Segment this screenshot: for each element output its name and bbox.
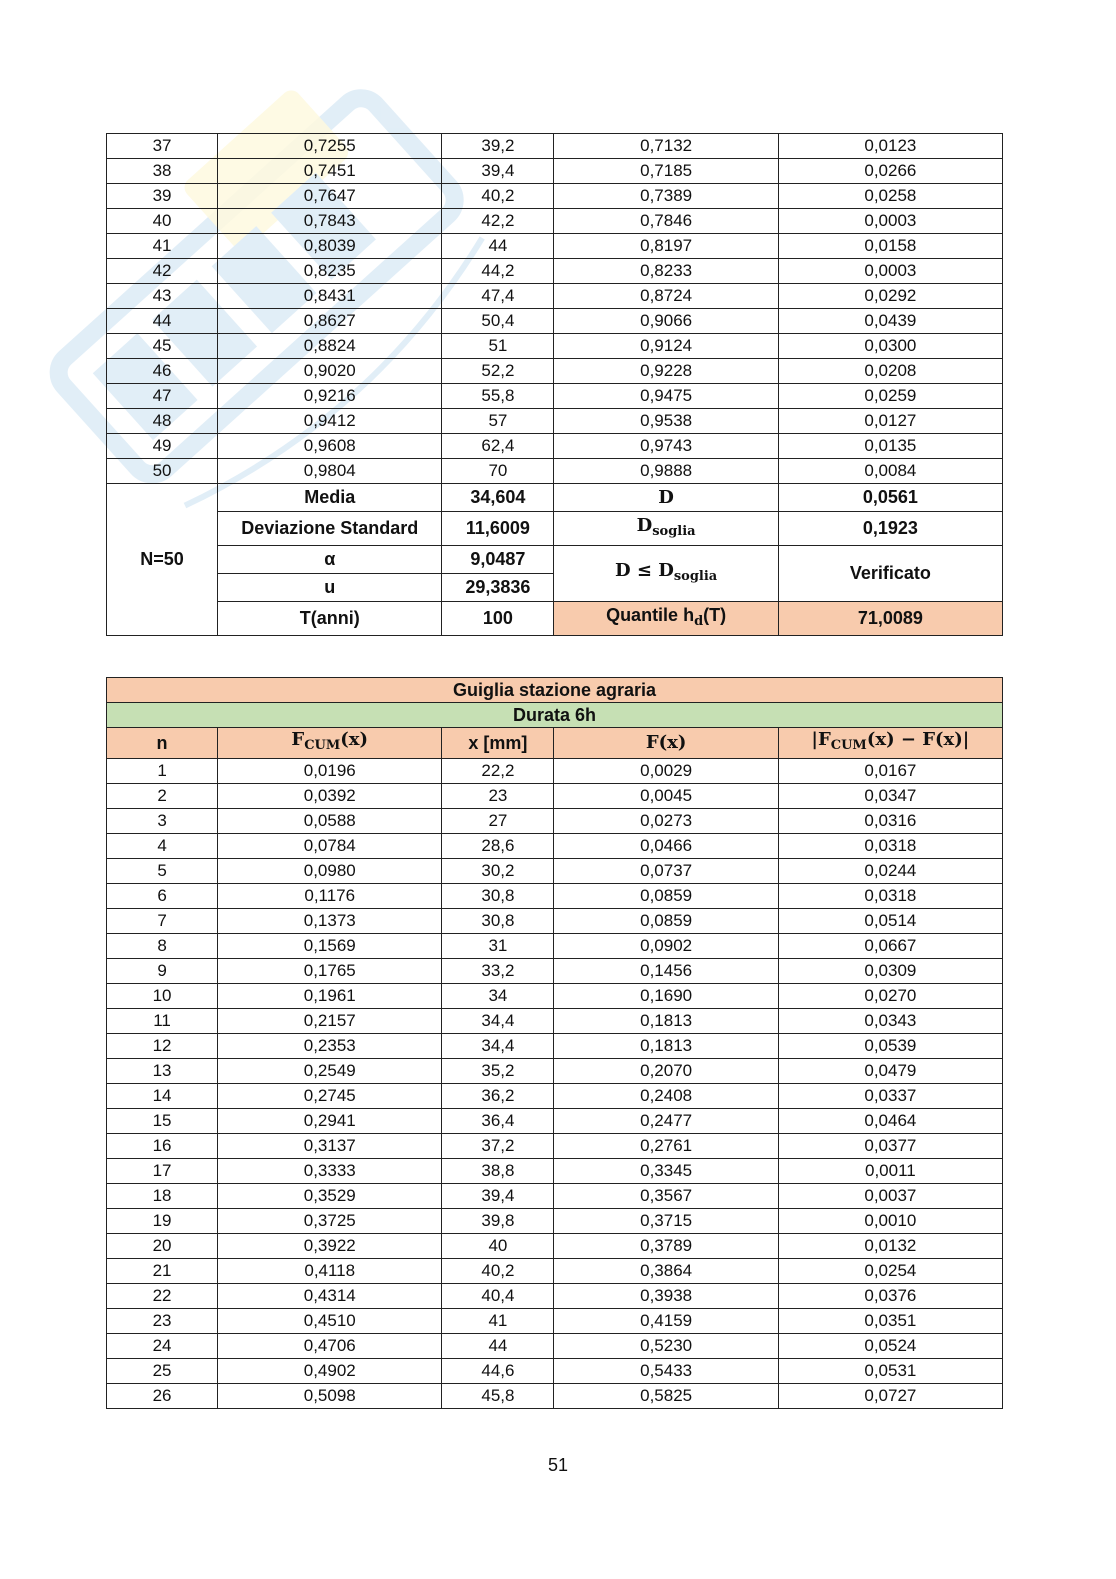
cell-fx: 0,1813 <box>554 1034 778 1059</box>
table-row <box>107 134 1003 159</box>
table-row <box>107 884 1003 909</box>
cell-x: 34 <box>442 984 554 1009</box>
cell-x: 39,4 <box>442 159 554 184</box>
results-table-top <box>106 133 1003 636</box>
table-row <box>107 334 1003 359</box>
return-period-value: 100 <box>442 602 554 636</box>
cell-fx: 0,9228 <box>554 359 778 384</box>
cell-x: 55,8 <box>442 384 554 409</box>
cell-n: 7 <box>107 909 218 934</box>
cell-fx: 0,0859 <box>554 884 778 909</box>
cell-n: 15 <box>107 1109 218 1134</box>
cell-n: 18 <box>107 1184 218 1209</box>
cell-x: 36,2 <box>442 1084 554 1109</box>
cell-x: 28,6 <box>442 834 554 859</box>
cell-x: 35,2 <box>442 1059 554 1084</box>
cell-x: 44 <box>442 1334 554 1359</box>
cell-diff: 0,0727 <box>778 1384 1002 1409</box>
cell-x: 27 <box>442 809 554 834</box>
cell-fx: 0,7846 <box>554 209 778 234</box>
cell-x: 36,4 <box>442 1109 554 1134</box>
table-row <box>107 1184 1003 1209</box>
cell-x: 52,2 <box>442 359 554 384</box>
alpha-value: 9,0487 <box>442 546 554 574</box>
cell-diff: 0,0258 <box>778 184 1002 209</box>
cell-x: 30,2 <box>442 859 554 884</box>
cell-diff: 0,0270 <box>778 984 1002 1009</box>
sample-size: N=50 <box>107 484 218 636</box>
cell-x: 30,8 <box>442 884 554 909</box>
station-title: Guiglia stazione agraria <box>107 678 1003 703</box>
cell-fx: 0,2761 <box>554 1134 778 1159</box>
cell-diff: 0,0292 <box>778 284 1002 309</box>
cell-x: 40,2 <box>442 184 554 209</box>
cell-fcum: 0,2353 <box>218 1034 442 1059</box>
cell-fx: 0,0466 <box>554 834 778 859</box>
cell-n: 38 <box>107 159 218 184</box>
table2-header <box>107 678 1003 759</box>
cell-x: 37,2 <box>442 1134 554 1159</box>
media-label: Media <box>218 484 442 512</box>
cell-fx: 0,5433 <box>554 1359 778 1384</box>
table2-body <box>107 759 1003 1409</box>
cell-fcum: 0,1765 <box>218 959 442 984</box>
table-row <box>107 1059 1003 1084</box>
cell-diff: 0,0123 <box>778 134 1002 159</box>
cell-diff: 0,0259 <box>778 384 1002 409</box>
cell-x: 47,4 <box>442 284 554 309</box>
cell-fx: 0,7132 <box>554 134 778 159</box>
d-label: D <box>554 484 778 512</box>
cell-fcum: 0,4118 <box>218 1259 442 1284</box>
cell-fcum: 0,2549 <box>218 1059 442 1084</box>
cell-n: 4 <box>107 834 218 859</box>
cell-fx: 0,9743 <box>554 434 778 459</box>
col-header-fcum: $F_{CUM}(x)$ <box>218 728 442 759</box>
cell-fx: 0,5230 <box>554 1334 778 1359</box>
cell-x: 50,4 <box>442 309 554 334</box>
cell-n: 50 <box>107 459 218 484</box>
cell-n: 12 <box>107 1034 218 1059</box>
cell-diff: 0,0254 <box>778 1259 1002 1284</box>
cell-fcum: 0,5098 <box>218 1384 442 1409</box>
cell-x: 23 <box>442 784 554 809</box>
cell-diff: 0,0464 <box>778 1109 1002 1134</box>
table-row <box>107 1359 1003 1384</box>
cell-diff: 0,0158 <box>778 234 1002 259</box>
cell-x: 31 <box>442 934 554 959</box>
cell-fcum: 0,9020 <box>218 359 442 384</box>
cell-fcum: 0,0980 <box>218 859 442 884</box>
cell-diff: 0,0377 <box>778 1134 1002 1159</box>
table-row <box>107 784 1003 809</box>
table-row <box>107 984 1003 1009</box>
table-row <box>107 1109 1003 1134</box>
cell-fcum: 0,0196 <box>218 759 442 784</box>
cell-diff: 0,0531 <box>778 1359 1002 1384</box>
cell-fx: 0,9124 <box>554 334 778 359</box>
d-soglia-label: $D_{soglia}$ <box>554 512 778 546</box>
table-row <box>107 1334 1003 1359</box>
cell-n: 16 <box>107 1134 218 1159</box>
media-value: 34,604 <box>442 484 554 512</box>
cell-x: 34,4 <box>442 1034 554 1059</box>
cell-n: 40 <box>107 209 218 234</box>
cell-fx: 0,3567 <box>554 1184 778 1209</box>
col-header-n: n <box>107 728 218 759</box>
cell-diff: 0,0003 <box>778 259 1002 284</box>
cell-x: 57 <box>442 409 554 434</box>
table-row <box>107 1209 1003 1234</box>
table-row <box>107 959 1003 984</box>
cell-fx: 0,2408 <box>554 1084 778 1109</box>
cell-x: 44,2 <box>442 259 554 284</box>
table-row <box>107 1084 1003 1109</box>
cell-x: 33,2 <box>442 959 554 984</box>
cell-fcum: 0,1569 <box>218 934 442 959</box>
cell-n: 10 <box>107 984 218 1009</box>
cell-fx: 0,0859 <box>554 909 778 934</box>
cell-diff: 0,0479 <box>778 1059 1002 1084</box>
cell-fcum: 0,7451 <box>218 159 442 184</box>
cell-diff: 0,0037 <box>778 1184 1002 1209</box>
cell-fx: 0,7389 <box>554 184 778 209</box>
cell-x: 41 <box>442 1309 554 1334</box>
table-row <box>107 234 1003 259</box>
table-row <box>107 1309 1003 1334</box>
cell-fx: 0,2477 <box>554 1109 778 1134</box>
cell-diff: 0,0300 <box>778 334 1002 359</box>
cell-diff: 0,0135 <box>778 434 1002 459</box>
cell-fx: 0,8197 <box>554 234 778 259</box>
table-row <box>107 1009 1003 1034</box>
cell-fx: 0,0737 <box>554 859 778 884</box>
cell-diff: 0,0524 <box>778 1334 1002 1359</box>
table-row <box>107 1284 1003 1309</box>
cell-diff: 0,0318 <box>778 834 1002 859</box>
table-row <box>107 934 1003 959</box>
cell-diff: 0,0351 <box>778 1309 1002 1334</box>
table-row <box>107 259 1003 284</box>
table1-summary <box>107 484 1003 636</box>
cell-diff: 0,0318 <box>778 884 1002 909</box>
table-row <box>107 384 1003 409</box>
cell-n: 24 <box>107 1334 218 1359</box>
cell-fcum: 0,4314 <box>218 1284 442 1309</box>
cell-diff: 0,0337 <box>778 1084 1002 1109</box>
cell-n: 41 <box>107 234 218 259</box>
cell-diff: 0,0132 <box>778 1234 1002 1259</box>
table-row <box>107 184 1003 209</box>
cell-x: 39,2 <box>442 134 554 159</box>
cell-x: 39,8 <box>442 1209 554 1234</box>
cell-fcum: 0,9216 <box>218 384 442 409</box>
cell-n: 49 <box>107 434 218 459</box>
cell-diff: 0,0003 <box>778 209 1002 234</box>
d-value: 0,0561 <box>778 484 1002 512</box>
cell-n: 1 <box>107 759 218 784</box>
cell-fx: 0,1456 <box>554 959 778 984</box>
return-period-label: T(anni) <box>218 602 442 636</box>
cell-fx: 0,3938 <box>554 1284 778 1309</box>
cell-fx: 0,0029 <box>554 759 778 784</box>
col-header-fx: F(x) <box>554 728 778 759</box>
cell-diff: 0,0376 <box>778 1284 1002 1309</box>
cell-n: 6 <box>107 884 218 909</box>
cell-diff: 0,0343 <box>778 1009 1002 1034</box>
cell-fcum: 0,9412 <box>218 409 442 434</box>
cell-n: 46 <box>107 359 218 384</box>
cell-fcum: 0,7647 <box>218 184 442 209</box>
cell-fx: 0,8233 <box>554 259 778 284</box>
cell-fx: 0,7185 <box>554 159 778 184</box>
cell-x: 22,2 <box>442 759 554 784</box>
cell-fcum: 0,2157 <box>218 1009 442 1034</box>
cell-fcum: 0,8039 <box>218 234 442 259</box>
test-result: Verificato <box>778 546 1002 602</box>
page-number: 51 <box>547 1455 569 1475</box>
cell-x: 38,8 <box>442 1159 554 1184</box>
table-row <box>107 1384 1003 1409</box>
cell-fcum: 0,3922 <box>218 1234 442 1259</box>
cell-x: 42,2 <box>442 209 554 234</box>
cell-x: 44,6 <box>442 1359 554 1384</box>
cell-n: 47 <box>107 384 218 409</box>
dev-std-value: 11,6009 <box>442 512 554 546</box>
cell-fcum: 0,8235 <box>218 259 442 284</box>
cell-fcum: 0,4902 <box>218 1359 442 1384</box>
cell-fcum: 0,2941 <box>218 1109 442 1134</box>
table-row <box>107 1134 1003 1159</box>
cell-fcum: 0,7843 <box>218 209 442 234</box>
cell-fx: 0,1690 <box>554 984 778 1009</box>
cell-x: 62,4 <box>442 434 554 459</box>
table-row <box>107 909 1003 934</box>
table-row <box>107 359 1003 384</box>
cell-n: 14 <box>107 1084 218 1109</box>
cell-diff: 0,0084 <box>778 459 1002 484</box>
table-row <box>107 459 1003 484</box>
cell-fx: 0,0045 <box>554 784 778 809</box>
cell-diff: 0,0208 <box>778 359 1002 384</box>
cell-x: 39,4 <box>442 1184 554 1209</box>
cell-fx: 0,0273 <box>554 809 778 834</box>
cell-x: 40,2 <box>442 1259 554 1284</box>
table-row <box>107 309 1003 334</box>
cell-n: 19 <box>107 1209 218 1234</box>
test-condition: $D \le D_{soglia}$ <box>554 546 778 602</box>
cell-n: 43 <box>107 284 218 309</box>
cell-n: 25 <box>107 1359 218 1384</box>
table-row <box>107 159 1003 184</box>
cell-fcum: 0,3529 <box>218 1184 442 1209</box>
cell-n: 20 <box>107 1234 218 1259</box>
cell-fx: 0,1813 <box>554 1009 778 1034</box>
cell-fx: 0,0902 <box>554 934 778 959</box>
cell-fcum: 0,4510 <box>218 1309 442 1334</box>
cell-n: 26 <box>107 1384 218 1409</box>
u-label: u <box>218 574 442 602</box>
cell-n: 21 <box>107 1259 218 1284</box>
cell-diff: 0,0316 <box>778 809 1002 834</box>
cell-n: 39 <box>107 184 218 209</box>
table-row <box>107 434 1003 459</box>
cell-fcum: 0,0588 <box>218 809 442 834</box>
cell-n: 13 <box>107 1059 218 1084</box>
cell-fx: 0,9888 <box>554 459 778 484</box>
cell-n: 23 <box>107 1309 218 1334</box>
cell-diff: 0,0244 <box>778 859 1002 884</box>
cell-n: 22 <box>107 1284 218 1309</box>
u-value: 29,3836 <box>442 574 554 602</box>
results-table-bottom <box>106 677 1003 1409</box>
col-header-x: x [mm] <box>442 728 554 759</box>
table1-body <box>107 134 1003 484</box>
cell-diff: 0,0011 <box>778 1159 1002 1184</box>
cell-fcum: 0,0784 <box>218 834 442 859</box>
cell-x: 51 <box>442 334 554 359</box>
cell-fx: 0,3715 <box>554 1209 778 1234</box>
table-row <box>107 834 1003 859</box>
cell-n: 11 <box>107 1009 218 1034</box>
cell-x: 70 <box>442 459 554 484</box>
col-header-diff: $|F_{CUM}(x) - F(x)|$ <box>778 728 1002 759</box>
cell-n: 45 <box>107 334 218 359</box>
cell-n: 3 <box>107 809 218 834</box>
cell-fx: 0,3789 <box>554 1234 778 1259</box>
table-row <box>107 1159 1003 1184</box>
cell-n: 42 <box>107 259 218 284</box>
cell-fx: 0,3345 <box>554 1159 778 1184</box>
cell-fx: 0,2070 <box>554 1059 778 1084</box>
cell-n: 8 <box>107 934 218 959</box>
cell-diff: 0,0309 <box>778 959 1002 984</box>
cell-fcum: 0,3333 <box>218 1159 442 1184</box>
cell-x: 45,8 <box>442 1384 554 1409</box>
cell-n: 2 <box>107 784 218 809</box>
table-row <box>107 1259 1003 1284</box>
cell-diff: 0,0347 <box>778 784 1002 809</box>
cell-diff: 0,0010 <box>778 1209 1002 1234</box>
cell-fx: 0,9538 <box>554 409 778 434</box>
cell-fcum: 0,1373 <box>218 909 442 934</box>
cell-diff: 0,0439 <box>778 309 1002 334</box>
cell-fcum: 0,4706 <box>218 1334 442 1359</box>
duration-label: Durata 6h <box>107 703 1003 728</box>
cell-diff: 0,0514 <box>778 909 1002 934</box>
cell-fcum: 0,2745 <box>218 1084 442 1109</box>
cell-fx: 0,5825 <box>554 1384 778 1409</box>
dev-std-label: Deviazione Standard <box>218 512 442 546</box>
cell-n: 44 <box>107 309 218 334</box>
cell-fcum: 0,8627 <box>218 309 442 334</box>
cell-fcum: 0,3725 <box>218 1209 442 1234</box>
cell-diff: 0,0266 <box>778 159 1002 184</box>
table-row <box>107 209 1003 234</box>
cell-x: 30,8 <box>442 909 554 934</box>
d-soglia-value: 0,1923 <box>778 512 1002 546</box>
cell-fcum: 0,1961 <box>218 984 442 1009</box>
table-row <box>107 284 1003 309</box>
cell-fcum: 0,3137 <box>218 1134 442 1159</box>
table-row <box>107 409 1003 434</box>
cell-fcum: 0,9608 <box>218 434 442 459</box>
cell-n: 17 <box>107 1159 218 1184</box>
cell-x: 34,4 <box>442 1009 554 1034</box>
cell-n: 37 <box>107 134 218 159</box>
cell-diff: 0,0127 <box>778 409 1002 434</box>
quantile-label: Quantile $h_d(T)$ <box>554 602 778 636</box>
cell-fx: 0,8724 <box>554 284 778 309</box>
cell-fx: 0,9066 <box>554 309 778 334</box>
cell-fx: 0,9475 <box>554 384 778 409</box>
cell-x: 40 <box>442 1234 554 1259</box>
cell-fcum: 0,1176 <box>218 884 442 909</box>
table-row <box>107 1234 1003 1259</box>
cell-fcum: 0,8824 <box>218 334 442 359</box>
cell-n: 48 <box>107 409 218 434</box>
cell-fcum: 0,0392 <box>218 784 442 809</box>
table-row <box>107 859 1003 884</box>
cell-diff: 0,0667 <box>778 934 1002 959</box>
cell-fx: 0,3864 <box>554 1259 778 1284</box>
table-row <box>107 759 1003 784</box>
table-row <box>107 809 1003 834</box>
cell-fcum: 0,8431 <box>218 284 442 309</box>
table-row <box>107 1034 1003 1059</box>
cell-x: 44 <box>442 234 554 259</box>
cell-fcum: 0,9804 <box>218 459 442 484</box>
cell-fx: 0,4159 <box>554 1309 778 1334</box>
cell-n: 5 <box>107 859 218 884</box>
cell-n: 9 <box>107 959 218 984</box>
cell-diff: 0,0539 <box>778 1034 1002 1059</box>
cell-diff: 0,0167 <box>778 759 1002 784</box>
cell-fcum: 0,7255 <box>218 134 442 159</box>
quantile-value: 71,0089 <box>778 602 1002 636</box>
alpha-label: α <box>218 546 442 574</box>
cell-x: 40,4 <box>442 1284 554 1309</box>
